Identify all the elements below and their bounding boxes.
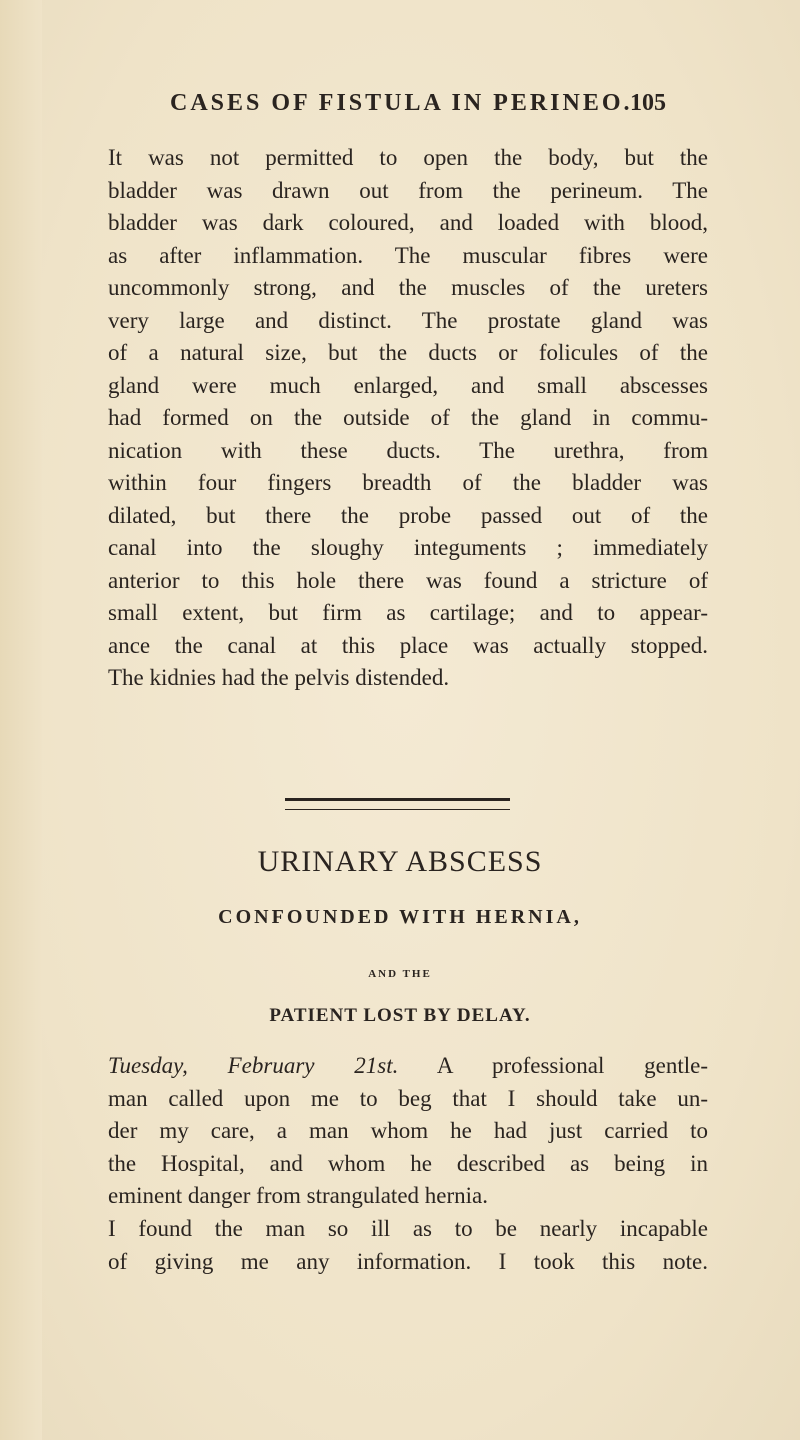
running-title: CASES OF FISTULA IN PERINEO. xyxy=(170,90,633,116)
text-line: It was not permitted to open the body, but the xyxy=(108,145,708,170)
text-fragment: A professional gentle- xyxy=(398,1053,708,1078)
text-line: of a natural size, but the ducts or folicules of the xyxy=(108,340,708,365)
page-gutter xyxy=(0,0,42,1440)
note-paragraph xyxy=(108,1213,708,1278)
section-subtitle: CONFOUNDED WITH HERNIA, xyxy=(218,906,582,928)
text-line: uncommonly strong, and the muscles of the ureters xyxy=(108,275,708,300)
section-title: URINARY ABSCESS xyxy=(257,845,543,878)
case-date: Tuesday, February 21st. xyxy=(108,1053,399,1078)
text-line: canal into the sloughy integuments ; immediately xyxy=(108,535,708,560)
text-line: der my care, a man whom he had just carried to xyxy=(108,1118,708,1143)
text-line: The kidnies had the pelvis distended. xyxy=(108,665,450,690)
text-line: had formed on the outside of the gland in commu- xyxy=(108,405,708,430)
text-line: I found the man so ill as to be nearly incapable xyxy=(108,1216,708,1241)
text-line: gland were much enlarged, and small abscesses xyxy=(108,372,708,398)
text-line: of giving me any information. I took this note. xyxy=(108,1248,708,1274)
text-line: as after inflammation. The muscular fibres were xyxy=(108,242,708,268)
running-header xyxy=(0,90,800,130)
text-line: dilated, but there the probe passed out of the xyxy=(108,502,708,528)
text-line: very large and distinct. The prostate gland was xyxy=(108,307,708,333)
text-line: eminent danger from strangulated hernia. xyxy=(108,1183,488,1208)
text-line: man called upon me to beg that I should take un- xyxy=(108,1085,708,1111)
text-line: nication with these ducts. The urethra, from xyxy=(108,437,708,463)
text-line: anterior to this hole there was found a stricture of xyxy=(108,567,708,593)
text-line: within four fingers breadth of the bladder was xyxy=(108,470,708,495)
text-line: small extent, but firm as cartilage; and to appear- xyxy=(108,600,708,625)
section-connector: AND THE xyxy=(368,968,432,980)
text-line: bladder was drawn out from the perineum. The xyxy=(108,177,708,203)
autopsy-paragraph xyxy=(108,142,708,695)
case-paragraph xyxy=(108,1050,708,1213)
section-subtitle-2: PATIENT LOST BY DELAY. xyxy=(269,1005,531,1026)
text-line: bladder was dark coloured, and loaded with blood, xyxy=(108,210,708,235)
page-number: 105 xyxy=(630,90,666,116)
text-line: the Hospital, and whom he described as being in xyxy=(108,1150,708,1176)
text-line xyxy=(108,1050,708,1083)
section-divider-rule xyxy=(285,798,510,810)
text-line: ance the canal at this place was actually stopped. xyxy=(108,632,708,658)
